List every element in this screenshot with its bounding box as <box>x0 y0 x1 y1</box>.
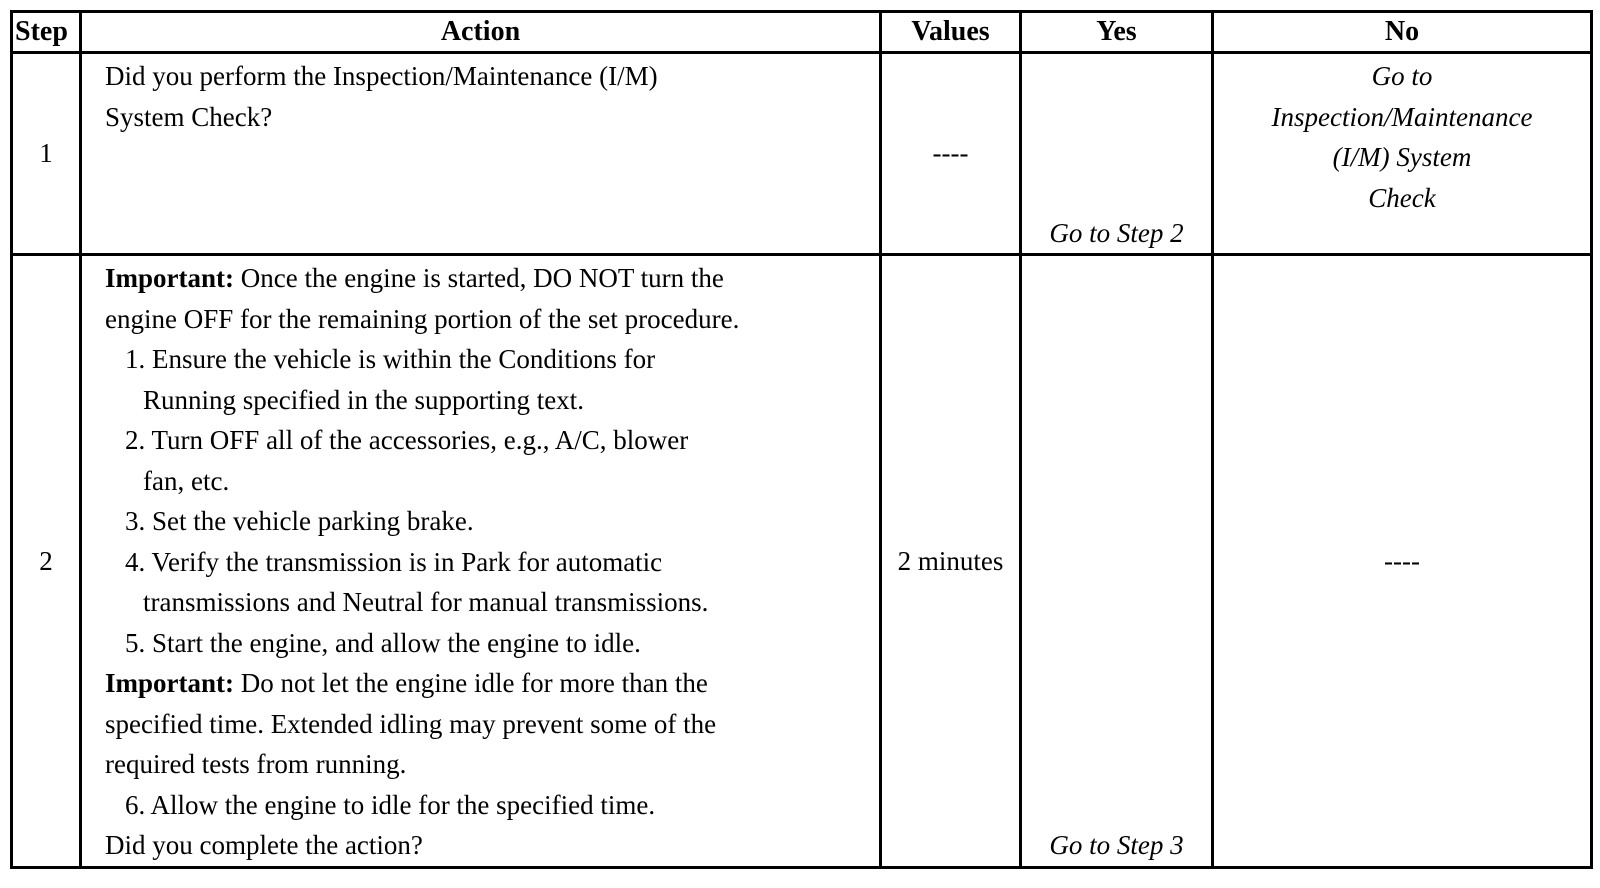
diagnostic-table-container <box>10 10 1590 869</box>
step-number: 2 <box>12 255 81 868</box>
step-number: 1 <box>12 53 81 255</box>
header-action: Action <box>81 12 881 53</box>
list-item: 3. Set the vehicle parking brake. <box>125 506 474 536</box>
list-item: 2. Turn OFF all of the accessories, e.g., A/C, blower <box>125 425 689 455</box>
list-item-cont: transmissions and Neutral for manual transmissions. <box>143 587 709 617</box>
important-text: Do not let the engine idle for more than the <box>234 668 708 698</box>
list-item-cont: fan, etc. <box>143 465 230 496</box>
important-text: Once the engine is started, DO NOT turn the <box>234 263 724 293</box>
important-text-cont: engine OFF for the remaining portion of the set procedure. <box>105 303 740 334</box>
action-cell <box>81 53 881 255</box>
values-cell: ---- <box>881 53 1021 255</box>
important-label: Important: <box>105 263 234 293</box>
important-text-cont: required tests from running. <box>105 749 407 779</box>
no-line: Go to <box>1371 61 1433 91</box>
important-note <box>105 258 879 299</box>
important-note <box>105 663 879 704</box>
no-cell <box>1213 53 1592 255</box>
table-row-step-1 <box>12 53 1592 255</box>
yes-cell: Go to Step 2 <box>1021 53 1213 255</box>
header-values: Values <box>881 12 1021 53</box>
header-yes: Yes <box>1021 12 1213 53</box>
values-cell: 2 minutes <box>881 255 1021 868</box>
diagnostic-table <box>10 10 1593 869</box>
list-item: 4. Verify the transmission is in Park for automatic <box>125 546 663 577</box>
no-line: (I/M) System <box>1332 142 1472 172</box>
no-line: Inspection/Maintenance <box>1271 101 1533 132</box>
list-item-cont: Running specified in the supporting text. <box>143 384 584 415</box>
list-item: 6. Allow the engine to idle for the specified time. <box>125 789 656 820</box>
action-cell <box>81 255 881 868</box>
table-row-step-2 <box>12 255 1592 868</box>
important-label: Important: <box>105 668 234 698</box>
question-text: Did you complete the action? <box>105 830 423 860</box>
no-cell: ---- <box>1213 255 1592 868</box>
header-no: No <box>1213 12 1592 53</box>
action-line: System Check? <box>105 101 273 132</box>
yes-cell: Go to Step 3 <box>1021 255 1213 868</box>
important-text-cont: specified time. Extended idling may prevent some of the <box>105 708 717 739</box>
header-step: Step <box>12 12 81 53</box>
action-line: Did you perform the Inspection/Maintenance (I/M) <box>105 61 658 91</box>
no-line: Check <box>1368 182 1436 213</box>
list-item: 5. Start the engine, and allow the engine to idle. <box>125 627 641 658</box>
header-row <box>12 12 1592 53</box>
list-item: 1. Ensure the vehicle is within the Conditions for <box>125 344 656 374</box>
